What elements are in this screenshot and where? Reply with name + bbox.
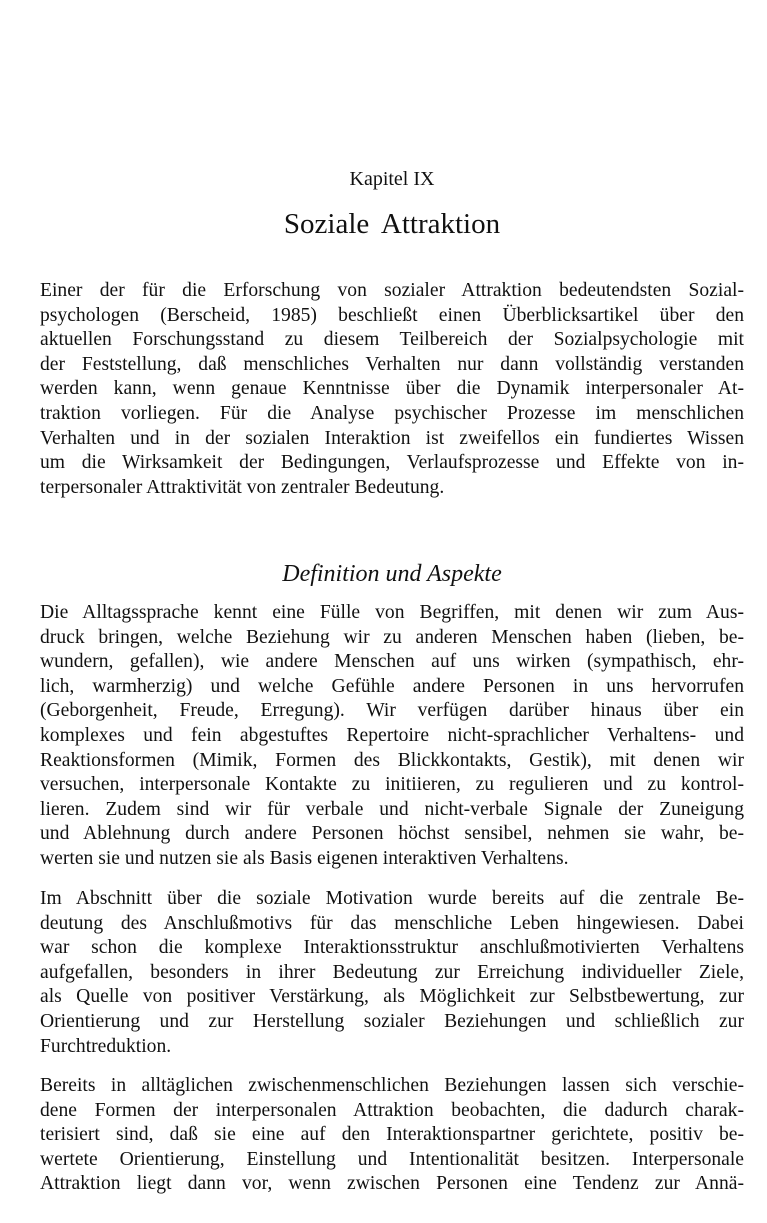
body-paragraph-1 bbox=[40, 601, 744, 872]
text-line: wundern, gefallen), wie andere Menschen auf uns wirken (sympathisch, ehr- bbox=[40, 651, 744, 673]
text-line: um die Wirksamkeit der Bedingungen, Verlaufsprozesse und Effekte von in- bbox=[40, 452, 744, 474]
text-line: terisiert sind, daß sie eine auf den Interaktionspartner gerichtete, positiv be- bbox=[40, 1124, 744, 1146]
text-line: terpersonaler Attraktivität von zentraler Bedeutung. bbox=[40, 476, 445, 498]
text-line: Bereits in alltäglichen zwischenmenschlichen Beziehungen lassen sich verschie- bbox=[40, 1075, 744, 1096]
text-line: werden kann, wenn genaue Kenntnisse über die Dynamik interpersonaler At- bbox=[40, 378, 744, 400]
text-line: Reaktionsformen (Mimik, Formen des Blickkontakts, Gestik), mit denen wir bbox=[40, 749, 744, 771]
chapter-label: Kapitel IX bbox=[349, 168, 435, 190]
text-line: und Ablehnung durch andere Personen höchst sensibel, nehmen sie wahr, be- bbox=[40, 823, 744, 845]
text-line: Attraktion liegt dann vor, wenn zwischen Personen eine Tendenz zur Annä- bbox=[40, 1173, 744, 1195]
text-line: werten sie und nutzen sie als Basis eigenen interaktiven Verhaltens. bbox=[40, 847, 569, 869]
text-line: komplexes und fein abgestuftes Repertoire nicht-sprachlicher Verhaltens- und bbox=[40, 724, 744, 746]
text-line: (Geborgenheit, Freude, Erregung). Wir verfügen darüber hinaus über ein bbox=[40, 700, 744, 722]
section-heading: Definition und Aspekte bbox=[282, 561, 502, 587]
body-paragraph-2 bbox=[40, 887, 744, 1059]
text-line: Furchtreduktion. bbox=[40, 1035, 172, 1057]
intro-paragraph bbox=[40, 279, 744, 500]
chapter-title: Soziale Attraktion bbox=[283, 208, 501, 240]
text-line: aktuellen Forschungsstand zu diesem Teilbereich der Sozialpsychologie mit bbox=[40, 329, 744, 351]
text-line: lich, warmherzig) und welche Gefühle andere Personen in uns hervorrufen bbox=[40, 675, 744, 697]
text-line: Einer der für die Erforschung von sozialer Attraktion bedeutendsten Sozial- bbox=[40, 280, 744, 301]
text-line: traktion vorliegen. Für die Analyse psychischer Prozesse im menschlichen bbox=[40, 402, 744, 424]
text-line: der Feststellung, daß menschliches Verhalten nur dann vollständig verstanden bbox=[40, 353, 744, 375]
text-line: lieren. Zudem sind wir für verbale und nicht-verbale Signale der Zuneigung bbox=[40, 798, 744, 820]
text-line: Im Abschnitt über die soziale Motivation wurde bereits auf die zentrale Be- bbox=[40, 888, 744, 909]
text-line: deutung des Anschlußmotivs für das menschliche Leben hingewiesen. Dabei bbox=[40, 912, 744, 934]
text-line: dene Formen der interpersonalen Attraktion beobachten, die dadurch charak- bbox=[40, 1099, 744, 1121]
text-line: versuchen, interpersonale Kontakte zu initiieren, zu regulieren und zu kontrol- bbox=[40, 774, 744, 796]
text-line: war schon die komplexe Interaktionsstruktur anschlußmotivierten Verhaltens bbox=[40, 937, 744, 959]
text-line: psychologen (Berscheid, 1985) beschließt einen Überblicksartikel über den bbox=[40, 304, 744, 326]
text-line: Orientierung und zur Herstellung sozialer Beziehungen und schließlich zur bbox=[40, 1010, 744, 1032]
text-line: wertete Orientierung, Einstellung und Intentionalität besitzen. Interpersonale bbox=[40, 1148, 744, 1170]
text-line: druck bringen, welche Beziehung wir zu anderen Menschen haben (lieben, be- bbox=[40, 626, 744, 648]
text-line: Die Alltagssprache kennt eine Fülle von Begriffen, mit denen wir zum Aus- bbox=[40, 602, 744, 623]
body-paragraph-3 bbox=[40, 1074, 744, 1197]
text-line: aufgefallen, besonders in ihrer Bedeutung zur Erreichung individueller Ziele, bbox=[40, 961, 744, 983]
text-line: als Quelle von positiver Verstärkung, als Möglichkeit zur Selbstbewertung, zur bbox=[40, 986, 744, 1008]
text-line: Verhalten und in der sozialen Interaktion ist zweifellos ein fundiertes Wissen bbox=[40, 427, 744, 449]
